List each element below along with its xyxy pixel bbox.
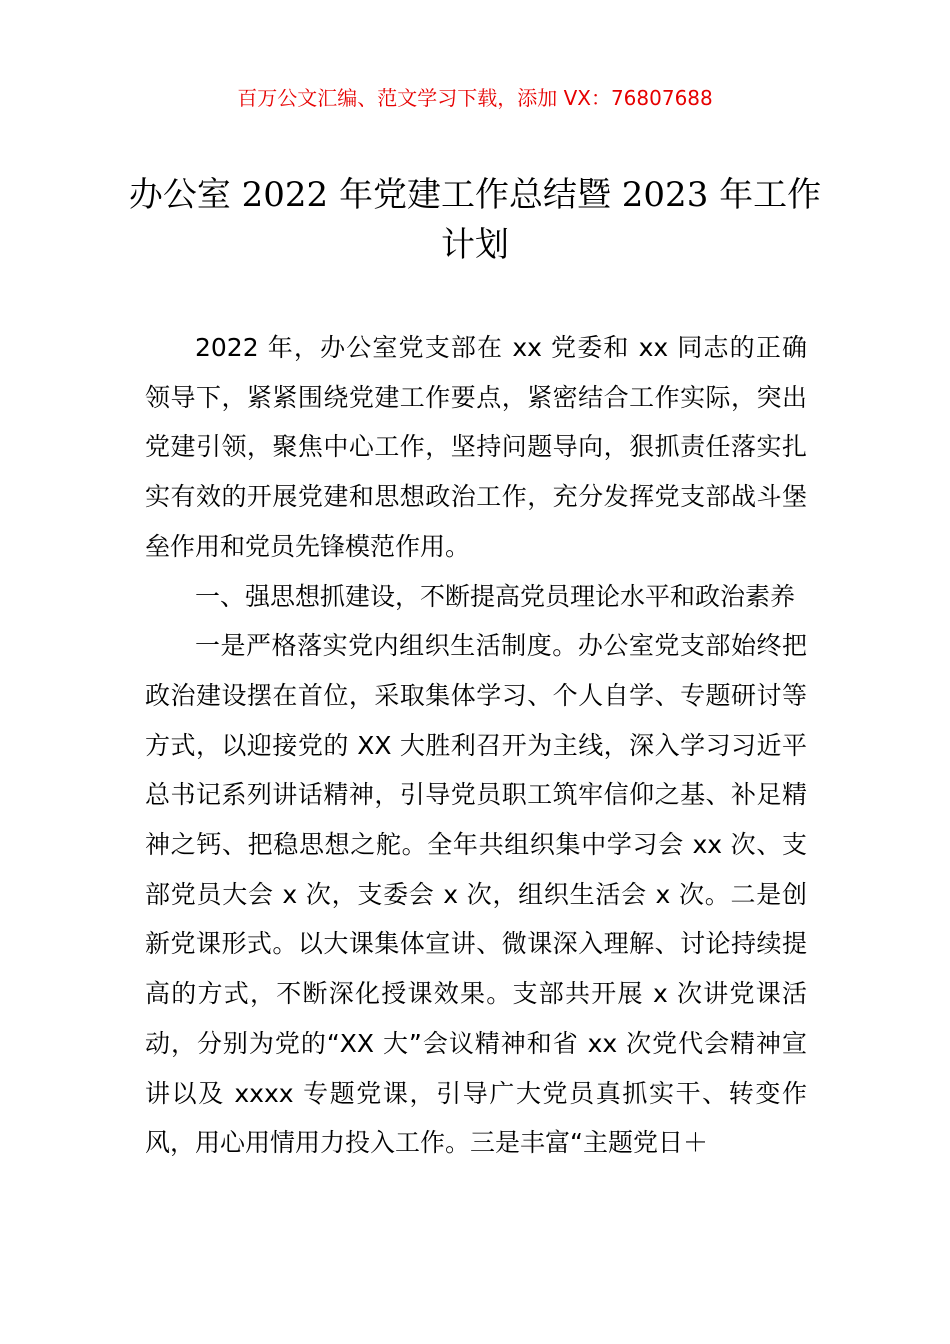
document-body <box>145 323 807 1168</box>
paragraph-intro: 2022 年，办公室党支部在 xx 党委和 xx 同志的正确领导下，紧紧围绕党建工作要点，紧密结合工作实际，突出党建引领，聚焦中心工作，坚持问题导向，狠抓责任落实扎实有效的开展党建和思想政治工作，充分发挥党支部战斗堡垒作用和党员先锋模范作用。 <box>145 333 807 561</box>
paragraph-section-1: 一是严格落实党内组织生活制度。办公室党支部始终把政治建设摆在首位，采取集体学习、个人自学、专题研讨等方式，以迎接党的 XX 大胜利召开为主线，深入学习习近平总书记系列讲话精神，引导党员职工筑牢信仰之基、补足精神之钙、把稳思想之舵。全年共组织集中学习会 xx 次、支部党员大会 x 次，支委会 x 次，组织生活会 x 次。二是创新党课形式。以大课集体宣讲、微课深入理解、讨论持续提高的方式，不断深化授课效果。支部共开展 x 次讲党课活动，分别为党的“XX 大”会议精神和省 xx 次党代会精神宣讲以及 xxxx 专题党课，引导广大党员真抓实干、转变作风，用心用情用力投入工作。三是丰富“主题党日＋ <box>145 631 807 1158</box>
document-title: 办公室 2022 年党建工作总结暨 2023 年工作计划 <box>128 175 822 265</box>
header-banner: 百万公文汇编、范文学习下载，添加 VX：76807688 <box>237 86 713 110</box>
section-heading-1: 一、强思想抓建设，不断提高党员理论水平和政治素养 <box>195 581 796 611</box>
